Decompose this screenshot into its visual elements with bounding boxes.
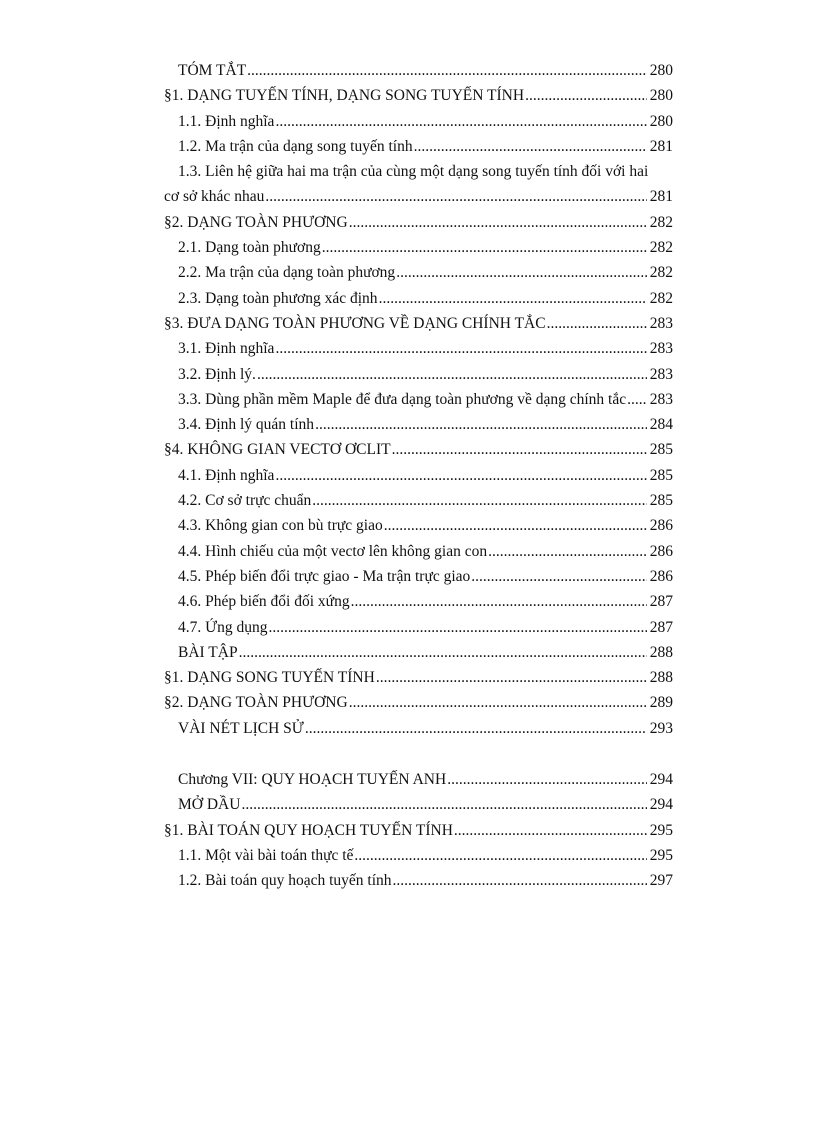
toc-entry[interactable] [0,564,816,589]
toc-entry[interactable] [0,311,816,336]
dot-leader [627,387,647,412]
dot-leader [393,868,647,893]
toc-entry-title: TÓM TẮT [178,62,247,79]
toc-entry[interactable] [0,412,816,437]
dot-leader [241,792,646,817]
toc-entry-title: 1.1. Định nghĩa [178,112,275,130]
toc-entry-page-number: 295 [649,846,673,864]
dot-leader [349,690,647,715]
dot-leader [396,260,647,285]
toc-entry-title: 1.2. Bài toán quy hoạch tuyến tính [178,872,392,890]
toc-entry[interactable] [0,767,816,792]
toc-entry-page-number: 283 [649,314,673,332]
dot-leader [351,589,647,614]
dot-leader [488,539,647,564]
dot-leader [384,513,647,538]
toc-entry[interactable] [0,159,816,210]
dot-leader [312,488,646,513]
toc-entry[interactable] [0,690,816,715]
dot-leader [349,210,647,235]
dot-leader [322,235,647,260]
toc-entry[interactable] [0,665,816,690]
dot-leader [275,336,646,361]
dot-leader [265,184,646,209]
dot-leader [247,58,647,83]
toc-entry-page-number: 285 [649,466,673,484]
toc-entry-title: §3. ĐƯA DẠNG TOÀN PHƯƠNG VỀ DẠNG CHÍNH TẮC [164,314,546,332]
toc-entry-title: 3.1. Định nghĩa [178,340,275,358]
dot-leader [547,311,647,336]
toc-entry-page-number: 286 [649,542,673,560]
toc-entry-title: 4.7. Ứng dụng [178,618,268,636]
dot-leader [376,665,647,690]
toc-entry-page-number: 289 [649,694,673,712]
toc-entry[interactable] [0,235,816,260]
toc-entry-page-number: 294 [649,771,673,789]
toc-entry[interactable] [0,513,816,538]
toc-entry[interactable] [0,488,816,513]
toc-entry-page-number: 287 [649,593,673,611]
toc-entry[interactable] [0,58,816,83]
toc-entry[interactable] [0,387,816,412]
toc-entry-page-number: 286 [649,567,673,585]
dot-leader [454,818,647,843]
toc-entry-title: §2. DẠNG TOÀN PHƯƠNG [164,694,348,712]
toc-entry-page-number: 297 [649,872,673,890]
dot-leader [257,362,647,387]
dot-leader [239,640,647,665]
toc-entry[interactable] [0,134,816,159]
toc-entry-title: 3.2. Định lý. [178,365,256,383]
toc-entry-page-number: 283 [649,340,673,358]
toc-entry[interactable] [0,615,816,640]
dot-leader [447,767,647,792]
dot-leader [275,463,646,488]
toc-entry[interactable] [0,640,816,665]
toc-entry-title: 2.3. Dạng toàn phương xác định [178,289,378,307]
toc-entry[interactable] [0,260,816,285]
toc-entry[interactable] [0,336,816,361]
toc-entry-page-number: 283 [649,390,673,408]
toc-entry-title: 4.5. Phép biến đổi trực giao - Ma trận trực giao [178,567,471,585]
toc-entry[interactable] [0,843,816,868]
toc-entry[interactable] [0,716,816,741]
toc-entry-title: 4.6. Phép biến đổi đối xứng [178,593,350,611]
dot-leader [305,716,647,741]
toc-entry-title: 4.1. Định nghĩa [178,466,275,484]
toc-entry-page-number: 286 [649,517,673,535]
toc-entry-page-number: 284 [649,416,673,434]
toc-entry-title: BÀI TẬP [178,643,238,661]
toc-entry-page-number: 282 [649,213,673,231]
dot-leader [354,843,646,868]
toc-entry-page-number: 295 [649,821,673,839]
toc-entry[interactable] [0,83,816,108]
toc-entry-title: 2.1. Dạng toàn phương [178,239,321,257]
toc-entry-title: cơ sở khác nhau [164,188,265,206]
toc-entry-title: §1. BÀI TOÁN QUY HOẠCH TUYẾN TÍNH [164,821,453,839]
toc-entry-title: MỞ DẦU [178,796,241,814]
toc-entry-title: VÀI NÉT LỊCH SỬ [178,719,304,737]
toc-entry-page-number: 285 [649,441,673,459]
dot-leader [379,286,647,311]
toc-entry-title: 1.1. Một vài bài toán thực tế [178,846,354,864]
toc-entry-page-number: 280 [649,112,673,130]
section-gap [0,741,816,767]
toc-entry-page-number: 282 [649,264,673,282]
dot-leader [525,83,647,108]
toc-entry[interactable] [0,437,816,462]
toc-entry-page-number: 281 [649,137,673,155]
toc-entry-title: 4.3. Không gian con bù trực giao [178,517,383,535]
dot-leader [315,412,647,437]
toc-entry[interactable] [0,362,816,387]
dot-leader [414,134,647,159]
toc-entry[interactable] [0,539,816,564]
toc-entry-page-number: 288 [649,643,673,661]
toc-entry[interactable] [0,818,816,843]
toc-entry-page-number: 282 [649,289,673,307]
toc-entry-title: §1. DẠNG TUYẾN TÍNH, DẠNG SONG TUYẾN TÍNH [164,87,525,105]
dot-leader [392,437,647,462]
toc-entry-page-number: 293 [649,719,673,737]
toc-entry[interactable] [0,286,816,311]
dot-leader [471,564,646,589]
toc-entry-title: 4.4. Hình chiếu của một vectơ lên không gian con [178,542,488,560]
toc-entry-title: 3.4. Định lý quán tính [178,416,315,434]
dot-leader [275,109,646,134]
toc-entry-page-number: 285 [649,492,673,510]
toc-entry-title-line1: 1.3. Liên hệ giữa hai ma trận của cùng một dạng song tuyến tính đối với hai [178,163,649,181]
toc-entry-page-number: 287 [649,618,673,636]
toc-entry[interactable] [0,109,816,134]
toc-entry[interactable] [0,210,816,235]
toc-entry-page-number: 283 [649,365,673,383]
toc-entry-page-number: 288 [649,669,673,687]
toc-entry[interactable] [0,868,816,893]
toc-entry[interactable] [0,589,816,614]
toc-entry-page-number: 294 [649,796,673,814]
dot-leader [269,615,647,640]
toc-entry-page-number: 281 [649,188,673,206]
toc-entry-title: 3.3. Dùng phần mềm Maple để đưa dạng toàn phương về dạng chính tắc [178,390,627,408]
toc-entry-title: 1.2. Ma trận của dạng song tuyến tính [178,137,413,155]
table-of-contents [0,58,816,894]
toc-entry-title: Chương VII: QUY HOẠCH TUYẾN ANH [178,771,447,789]
toc-entry[interactable] [0,463,816,488]
toc-entry[interactable] [0,792,816,817]
toc-entry-page-number: 280 [649,87,673,105]
toc-entry-page-number: 282 [649,239,673,257]
toc-entry-title: 2.2. Ma trận của dạng toàn phương [178,264,396,282]
toc-entry-title: 4.2. Cơ sở trực chuẩn [178,492,312,510]
toc-entry-page-number: 280 [649,62,673,79]
toc-entry-title: §4. KHÔNG GIAN VECTƠ ƠCLIT [164,441,391,459]
toc-entry-title: §2. DẠNG TOÀN PHƯƠNG [164,213,348,231]
toc-entry-title: §1. DẠNG SONG TUYẾN TÍNH [164,669,375,687]
